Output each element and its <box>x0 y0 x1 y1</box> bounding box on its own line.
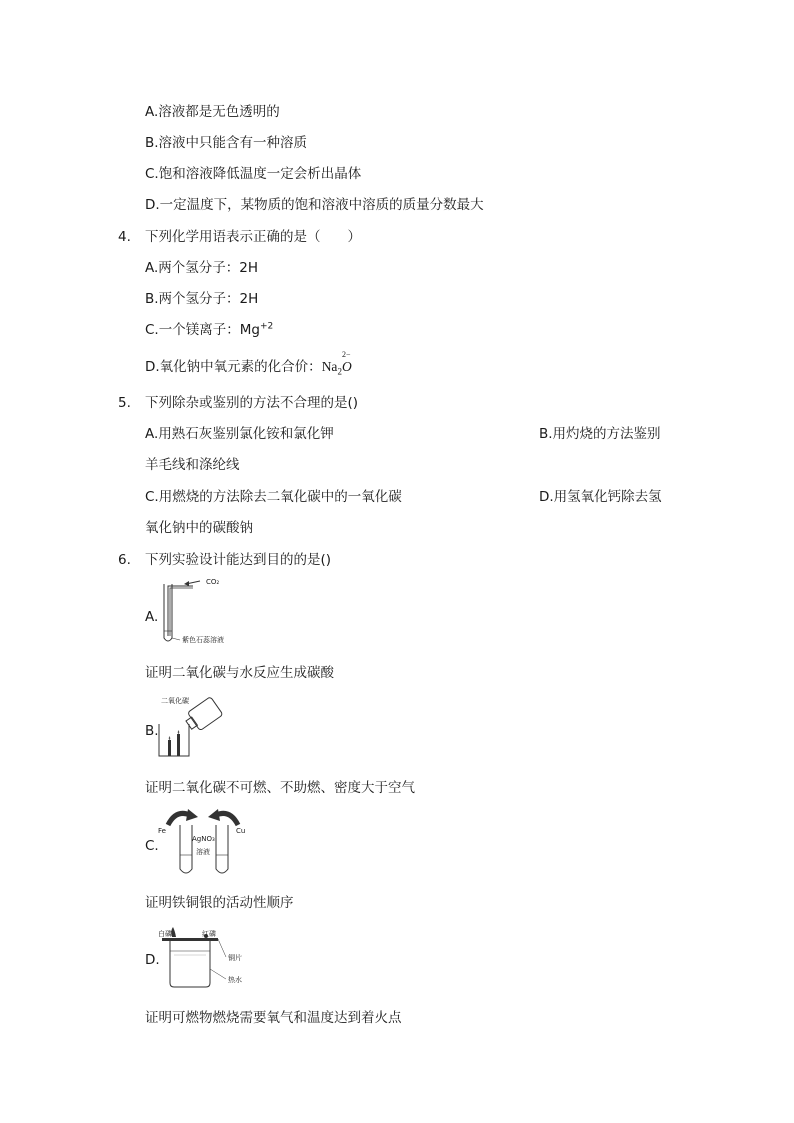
q5-option-b: B.用灼烧的方法鉴别 <box>539 426 661 442</box>
q3-option-c: C.饱和溶液降低温度一定会析出晶体 <box>145 166 362 182</box>
q4-number: 4. <box>118 229 131 245</box>
figure-a-liquid-label: 紫色石蕊溶液 <box>182 636 224 644</box>
q6-option-b-caption: 证明二氧化碳不可燃、不助燃、密度大于空气 <box>145 780 415 796</box>
figure-d-red-label: 红磷 <box>202 930 216 938</box>
q3-option-b: B.溶液中只能含有一种溶质 <box>145 135 308 151</box>
q6-number: 6. <box>118 552 131 568</box>
q6-option-c-caption: 证明铁铜银的活动性顺序 <box>145 895 294 911</box>
q4-option-c-charge: +2 <box>259 321 274 332</box>
figure-c-fe-label: Fe <box>158 827 166 835</box>
figure-d-combustion <box>158 925 258 991</box>
q6-option-a-letter: A. <box>145 609 159 625</box>
q3-option-a: A.溶液都是无色透明的 <box>145 104 280 120</box>
figure-d-white-label: 白磷 <box>158 930 172 938</box>
formula-subscript: 2 <box>337 366 342 377</box>
q5-option-a: A.用熟石灰鉴别氯化铵和氯化钾 <box>145 426 334 442</box>
q6-option-d-letter: D. <box>145 952 160 968</box>
q5-option-d-cont: 氧化钠中的碳酸钠 <box>145 520 253 536</box>
formula-na: Na <box>321 359 338 374</box>
figure-c-solution-label: AgNO₃ <box>192 835 215 843</box>
q4-stem: 下列化学用语表示正确的是（ ） <box>145 229 361 245</box>
figure-b-label: 二氧化碳 <box>161 697 189 705</box>
formula-valence: 2− <box>341 350 351 359</box>
figure-c-cu-label: Cu <box>236 827 246 835</box>
q6-stem: 下列实验设计能达到目的的是() <box>145 552 332 568</box>
q6-option-b-letter: B. <box>145 723 159 739</box>
figure-d-water-label: 热水 <box>228 976 242 984</box>
q5-number: 5. <box>118 395 131 411</box>
figure-c-solution-label-2: 溶液 <box>196 848 210 856</box>
q3-option-d: D.一定温度下，某物质的饱和溶液中溶质的质量分数最大 <box>145 197 484 213</box>
q4-option-d-text: D.氧化钠中氧元素的化合价： <box>145 359 322 375</box>
q5-stem: 下列除杂或鉴别的方法不合理的是() <box>145 395 359 411</box>
q4-option-a: A.两个氢分子：2H <box>145 260 259 276</box>
q4-option-c <box>145 321 273 339</box>
q5-option-d: D.用氢氧化钙除去氢 <box>539 489 662 505</box>
q6-option-a-caption: 证明二氧化碳与水反应生成碳酸 <box>145 665 334 681</box>
figure-d-copper-label: 铜片 <box>228 954 242 962</box>
formula-oxygen-group <box>341 350 352 376</box>
q5-option-c: C.用燃烧的方法除去二氧化碳中的一氧化碳 <box>145 489 402 505</box>
q4-option-d-formula <box>321 350 352 377</box>
figure-c-metal-activity <box>158 805 254 877</box>
formula-o: O <box>341 359 352 374</box>
figure-a-gas-label: CO₂ <box>206 578 220 586</box>
q6-option-d-caption: 证明可燃物燃烧需要氧气和温度达到着火点 <box>145 1010 402 1026</box>
q5-option-b-cont: 羊毛线和涤纶线 <box>145 457 240 473</box>
q6-option-c-letter: C. <box>145 838 159 854</box>
q4-option-d <box>145 350 352 377</box>
figure-a-co2-litmus <box>158 576 268 648</box>
q4-option-c-text: C.一个镁离子：Mg <box>145 322 260 338</box>
q4-option-b: B.两个氢分子：2H <box>145 291 259 307</box>
figure-b-co2-pour <box>155 690 225 762</box>
